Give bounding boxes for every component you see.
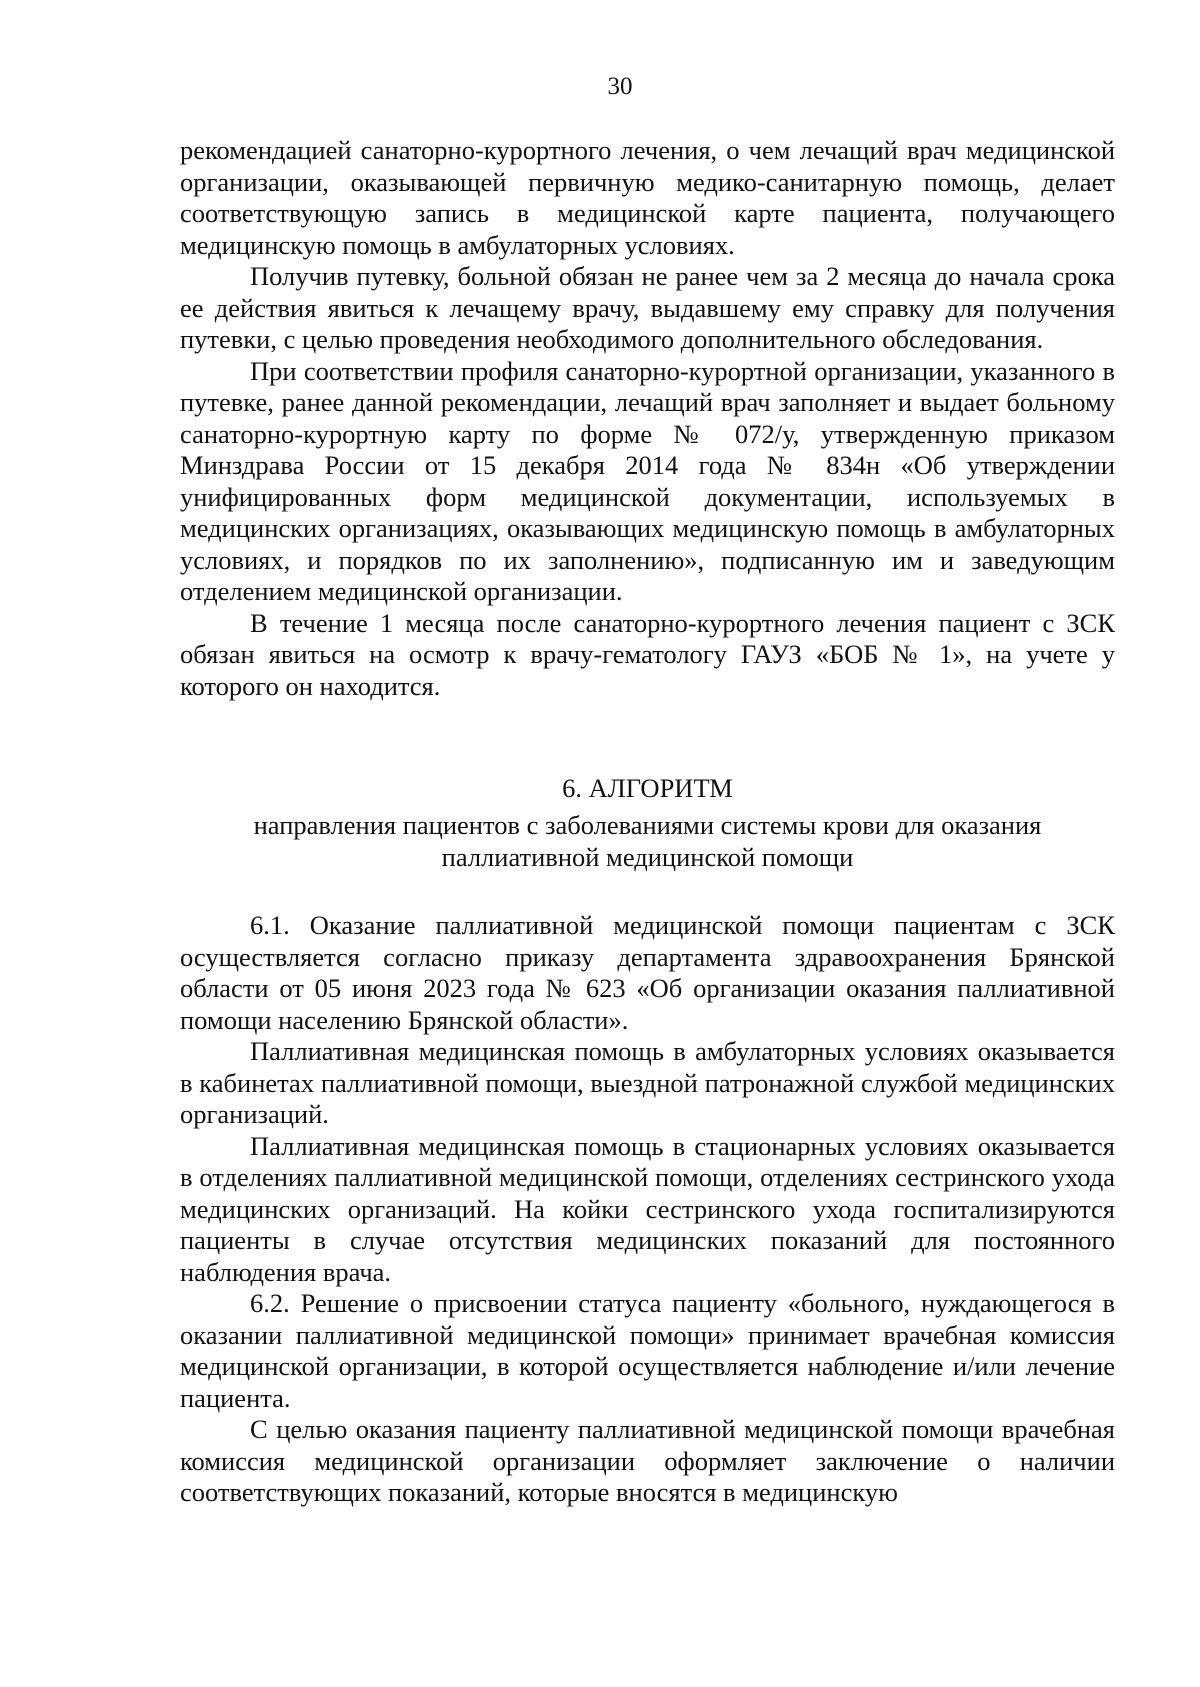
- paragraph-outpatient: Паллиативная медицинская помощь в амбулаторных условиях оказывается в кабинетах паллиативной помощи, выездной патронажной службой медицинских организаций.: [180, 1036, 1115, 1129]
- paragraph-profile-match: При соответствии профиля санаторно-курортной организации, указанного в путевке, ранее данной рекомендации, лечащий врач заполняет и выдает больному санаторно-курортную карту по форме № 072/у, утвержденную приказом Минздрава России от 15 декабря 2014 года № 834н «Об утверждении унифицированных форм медицинской документации, используемых в медицинских организациях, оказывающих медицинскую помощь в амбулаторных условиях, и порядков по их заполнению», подписанную им и заведующим отделением медицинской организации.: [180, 355, 1115, 606]
- paragraph-follow-up: В течение 1 месяца после санаторно-курортного лечения пациент с ЗСК обязан явиться на осмотр к врачу-гематологу ГАУЗ «БОБ № 1», на учете у которого он находится.: [180, 607, 1115, 701]
- text-block-top: [180, 135, 1115, 702]
- section-subtitle: направления пациентов с заболеваниями системы крови для оказания паллиативной медицинской помощи: [253, 810, 1042, 872]
- paragraph-continuation: рекомендацией санаторно-курортного лечения, о чем лечащий врач медицинской организации, оказывающей первичную медико-санитарную помощь, делает соответствующую запись в медицинской карте пациента, получающего медицинскую помощь в амбулаторных условиях.: [180, 135, 1115, 260]
- paragraph-inpatient: Паллиативная медицинская помощь в стационарных условиях оказывается в отделениях паллиативной медицинской помощи, отделениях сестринского ухода медицинских организаций. На койки сестринского ухода госпитализируются пациенты в случае отсутствия медицинских показаний для постоянного наблюдения врача.: [180, 1130, 1115, 1287]
- paragraph-6-1: 6.1. Оказание паллиативной медицинской помощи пациентам с ЗСК осуществляется согласно приказу департамента здравоохранения Брянской области от 05 июня 2023 года № 623 «Об организации оказания паллиативной помощи населению Брянской области».: [180, 910, 1115, 1035]
- text-block-bottom: [180, 910, 1115, 1509]
- paragraph-6-2: 6.2. Решение о присвоении статуса пациенту «больного, нуждающегося в оказании паллиативной медицинской помощи» принимает врачебная комиссия медицинской организации, в которой осуществляется наблюдение и/или лечение пациента.: [180, 1288, 1115, 1413]
- page-number: 30: [607, 73, 633, 100]
- paragraph-commission: С целью оказания пациенту паллиативной медицинской помощи врачебная комиссия медицинской организации оформляет заключение о наличии соответствующих показаний, которые вносятся в медицинскую: [180, 1414, 1115, 1507]
- paragraph-voucher: Получив путевку, больной обязан не ранее чем за 2 месяца до начала срока ее действия явиться к лечащему врачу, выдавшему ему справку для получения путевки, с целью проведения необходимого дополнительного обследования.: [180, 261, 1115, 354]
- section-heading: 6. АЛГОРИТМ: [562, 773, 733, 803]
